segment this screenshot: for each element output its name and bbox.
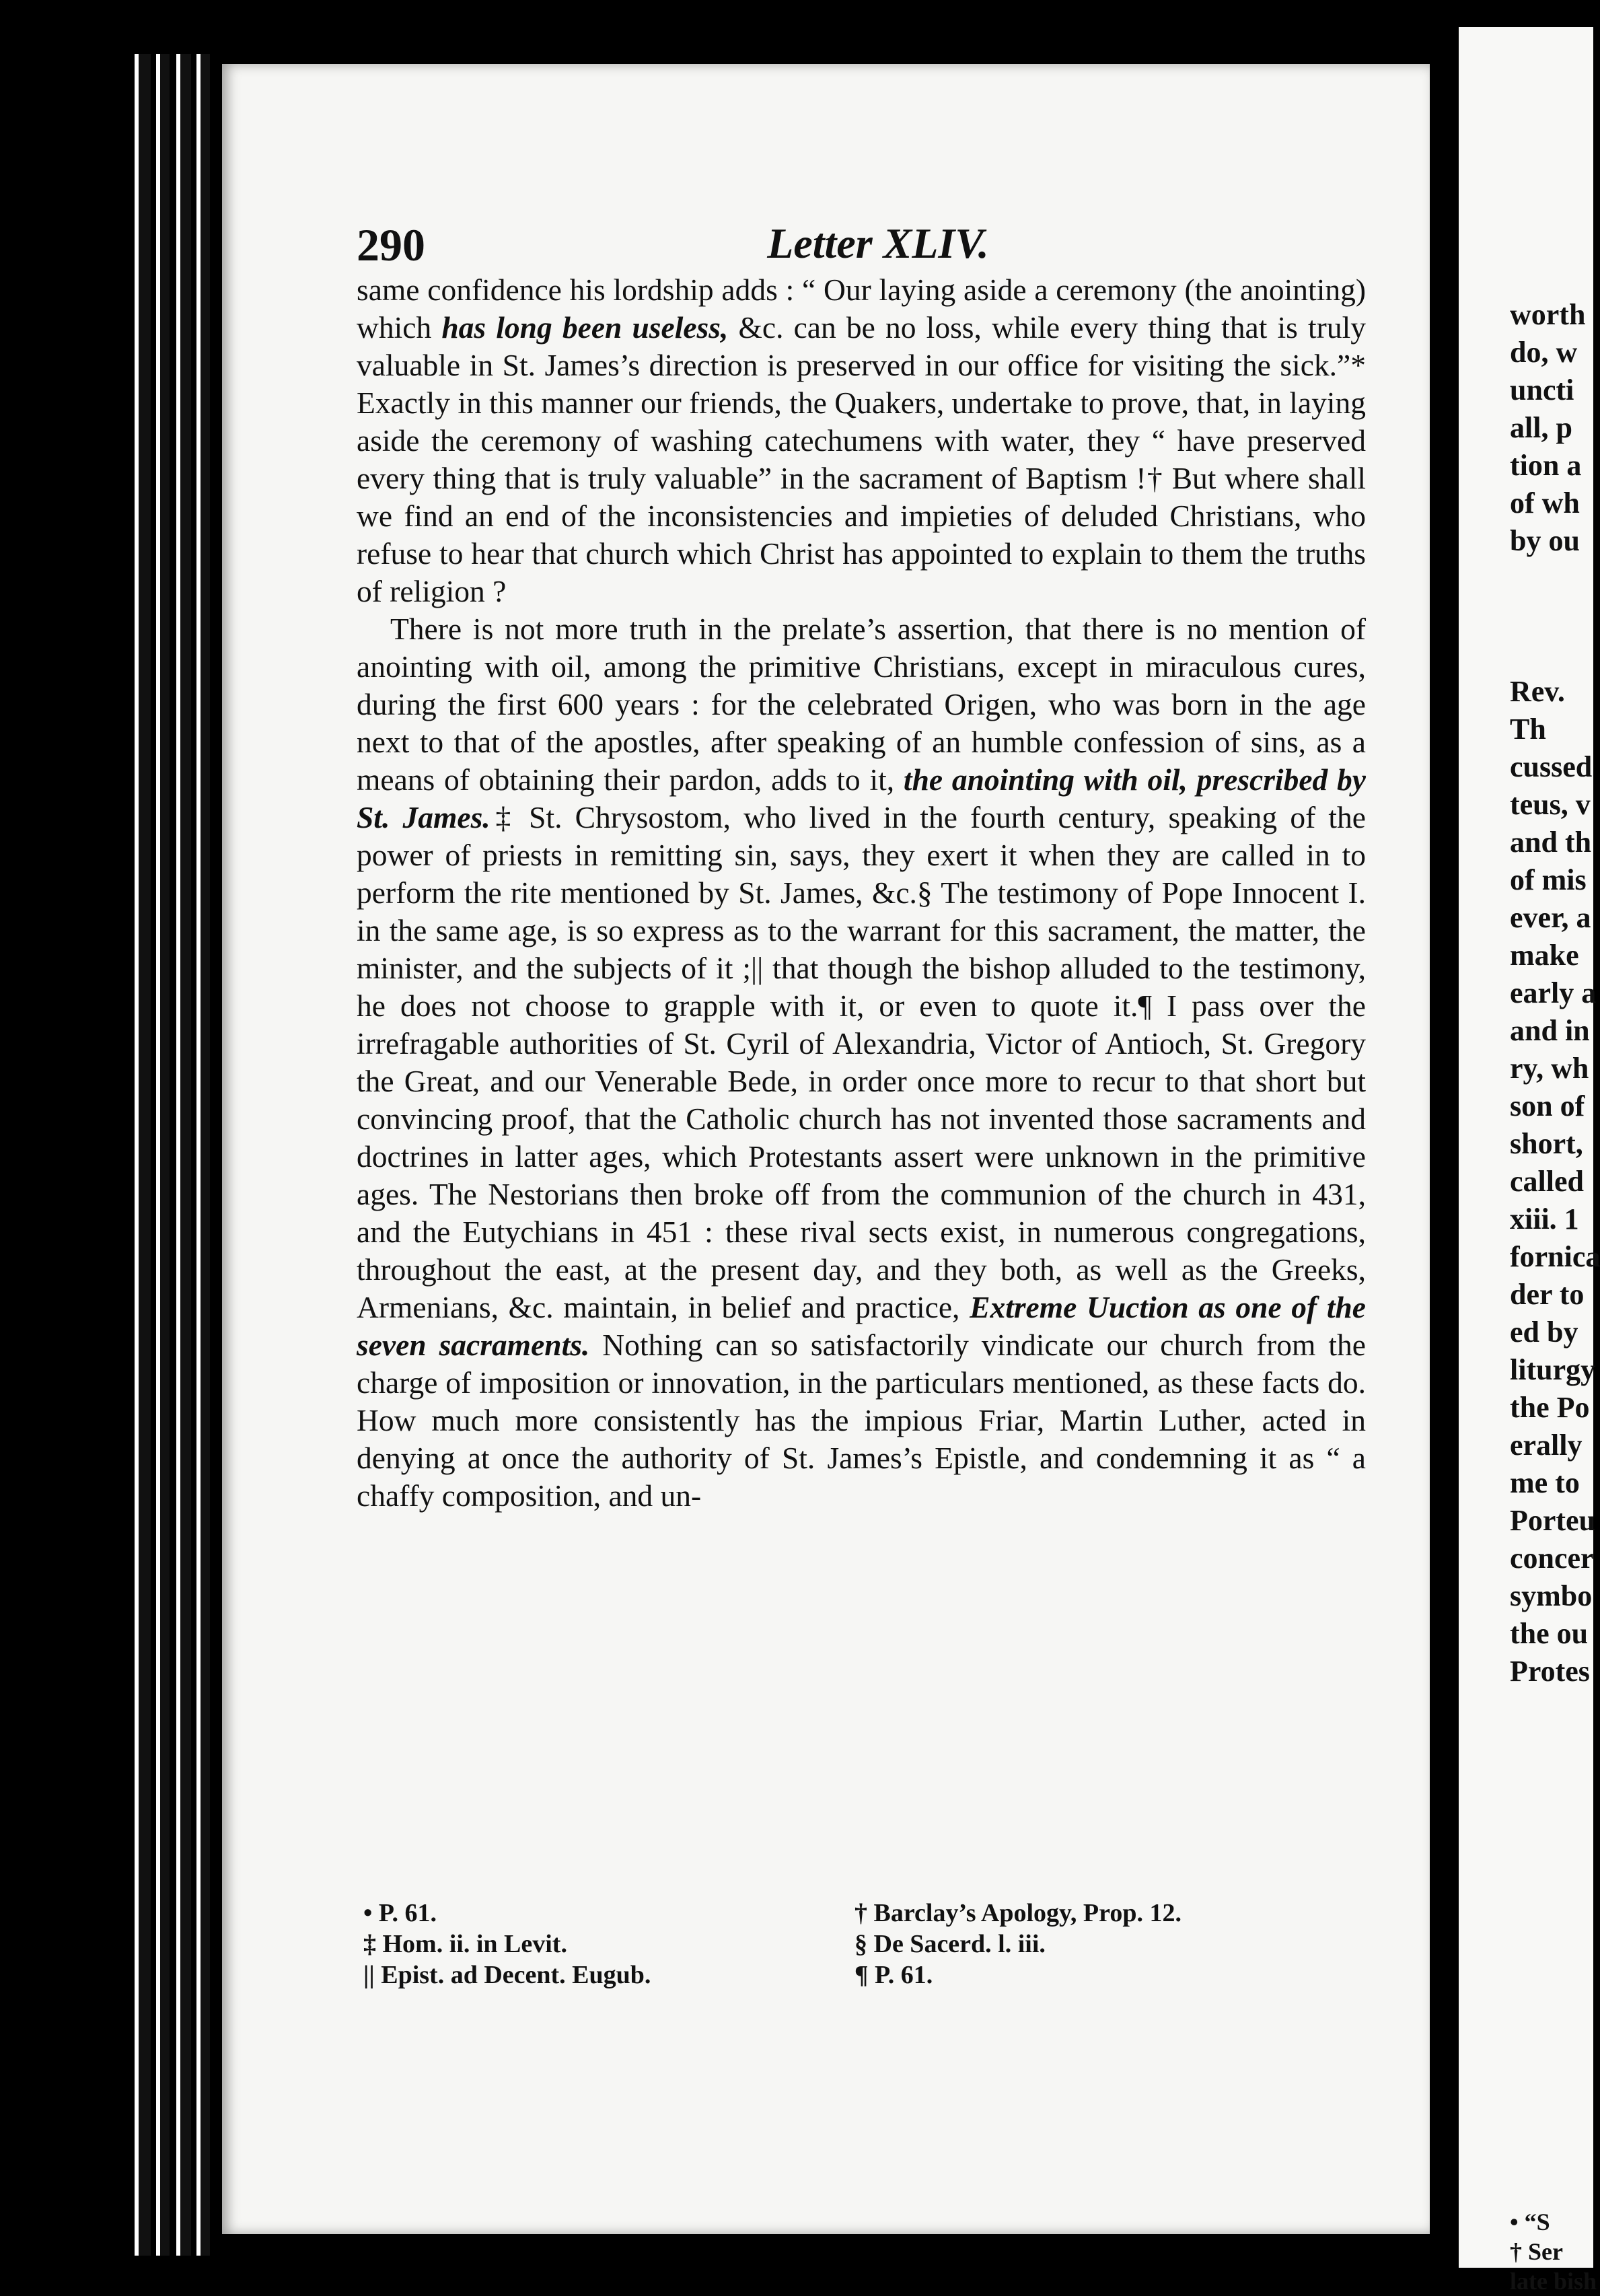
text-line: and th	[1510, 826, 1592, 859]
text-line: xiii. 1	[1510, 1203, 1579, 1235]
footnote: || Epist. ad Decent. Eugub.	[363, 1961, 651, 1989]
italic-run: the anointing with oil, prescribed by St. James.	[357, 762, 1367, 834]
text-run: same confidence his lordship adds : “ Our laying aside a ceremony (the anointing) which	[357, 273, 1366, 345]
text-line: and in	[1510, 1014, 1590, 1047]
page-number: 290	[357, 219, 425, 271]
text-line: Protes	[1510, 1655, 1590, 1688]
text-line: ed by	[1510, 1316, 1578, 1349]
text-line: called	[1510, 1165, 1584, 1198]
text-line: Th	[1510, 713, 1546, 746]
text-line: by ou	[1510, 524, 1580, 557]
footnote: • P. 61.	[363, 1899, 437, 1927]
text-line: worth	[1510, 298, 1586, 331]
footnote-column	[363, 1898, 651, 1990]
text-line: symbo	[1510, 1579, 1593, 1612]
page-title: Letter XLIV.	[767, 219, 989, 267]
text-line: of wh	[1510, 487, 1580, 519]
text-line: teus, v	[1510, 788, 1591, 821]
right-page-text	[1510, 296, 1600, 1690]
body-text	[357, 271, 1366, 1515]
footnote: • “S	[1510, 2209, 1550, 2235]
text-line: of mis	[1510, 863, 1587, 896]
right-page-footnotes	[1510, 2207, 1597, 2296]
italic-run: has long been useless,	[441, 310, 729, 345]
book-edge-strip	[135, 54, 151, 2256]
text-line: Porteu	[1510, 1504, 1596, 1537]
text-line: make	[1510, 939, 1579, 972]
left-page	[222, 64, 1430, 2234]
footnote: ‡ Hom. ii. in Levit.	[363, 1930, 567, 1958]
text-line: tion a	[1510, 449, 1582, 482]
text-line: me to	[1510, 1466, 1580, 1499]
text-line: ever, a	[1510, 901, 1591, 934]
text-line: son of	[1510, 1089, 1585, 1122]
text-run: Nothing can so satisfactorily vindicate our church from the charge of imposition or innovation, in the particulars mentioned, as these facts do. How much more consistently has the impious Friar, Martin Luther, acted in denying at once the authority of St. James’s Epistle, and condemning it as “ a chaffy composition, and un-	[357, 1328, 1366, 1513]
footnote: § De Sacerd. l. iii.	[854, 1930, 1046, 1958]
text-run: &c. can be no loss, while every thing that is truly valuable in St. James’s direction is preserved in our office for visiting the sick.”* Exactly in this manner our friends, the Quakers, undertake to prove, that, in laying aside the ceremony of washing catechumens with water, they “ have preserved every thing that is truly valuable” in the sacrament of Baptism !† But where shall we find an end of the inconsistencies and impieties of deluded Christians, who refuse to hear that church which Christ has appointed to explain to them the truths of religion ?	[357, 310, 1366, 608]
footnote-column	[854, 1898, 1181, 1990]
text-line: the ou	[1510, 1617, 1589, 1650]
text-line: do, w	[1510, 336, 1578, 369]
text-line: fornica	[1510, 1240, 1600, 1273]
right-page-fragment	[1459, 27, 1600, 2295]
paragraph	[357, 610, 1366, 1515]
section-heading: Rev.	[1510, 675, 1565, 708]
text-line: cussed	[1510, 750, 1593, 783]
text-line: early a	[1510, 976, 1597, 1009]
footnote: † Barclay’s Apology, Prop. 12.	[854, 1899, 1181, 1927]
text-run: There is not more truth in the prelate’s assertion, that there is no mention of anointing with oil, among the primitive Christians, except in miraculous cures, during the first 600 years : for the celebrated Origen, who was born in the age next to that of the apostles, after speaking of an humble confession of sins, as a means of obtaining their pardon, adds to it,	[357, 612, 1366, 797]
text-line: short,	[1510, 1127, 1583, 1160]
text-run: ‡ St. Chrysostom, who lived in the fourth century, speaking of the power of priests in remitting sin, says, they exert it when they are called in to perform the rite mentioned by St. James, &c.§ The testimony of Pope Innocent I. in the same age, is so express as to the warrant for this sacrament, the matter, the minister, and the subjects of it ;|| that though the bishop alluded to the testimony, he does not choose to grapple with it, or even to quote it.¶ I pass over the irrefragable authorities of St. Cyril of Alexandria, Victor of Antioch, St. Gregory the Great, and our Venerable Bede, in order once more to recur to that short but convincing proof, that the Catholic church has not invented those sacraments and doctrines in latter ages, which Protestants assert were unknown in the primitive ages. The Nestorians then broke off from the communion of the church in 431, and the Eutychians in 451 : these rival sects exist, in numerous congregations, throughout the east, at the present day, and they both, as well as the Greeks, Armenians, &c. maintain, in belief and practice,	[357, 800, 1366, 1324]
text-line: concer	[1510, 1542, 1594, 1575]
text-line: uncti	[1510, 373, 1574, 406]
footnote: † Ser	[1510, 2238, 1563, 2265]
text-line: all, p	[1510, 411, 1572, 444]
text-line: ry, wh	[1510, 1052, 1589, 1085]
text-line: liturgy	[1510, 1353, 1596, 1386]
paragraph	[357, 271, 1366, 610]
footnote: late bish	[1510, 2268, 1597, 2295]
italic-run: Extreme Uuction as one of the seven sacraments.	[357, 1290, 1366, 1362]
text-line: erally	[1510, 1429, 1583, 1462]
text-line: the Po	[1510, 1391, 1590, 1424]
book-edge-strip	[156, 54, 170, 2256]
book-edge-strip	[176, 54, 191, 2256]
footnote: ¶ P. 61.	[854, 1961, 933, 1989]
book-edge-strip	[196, 54, 210, 2256]
text-line: der to	[1510, 1278, 1585, 1311]
